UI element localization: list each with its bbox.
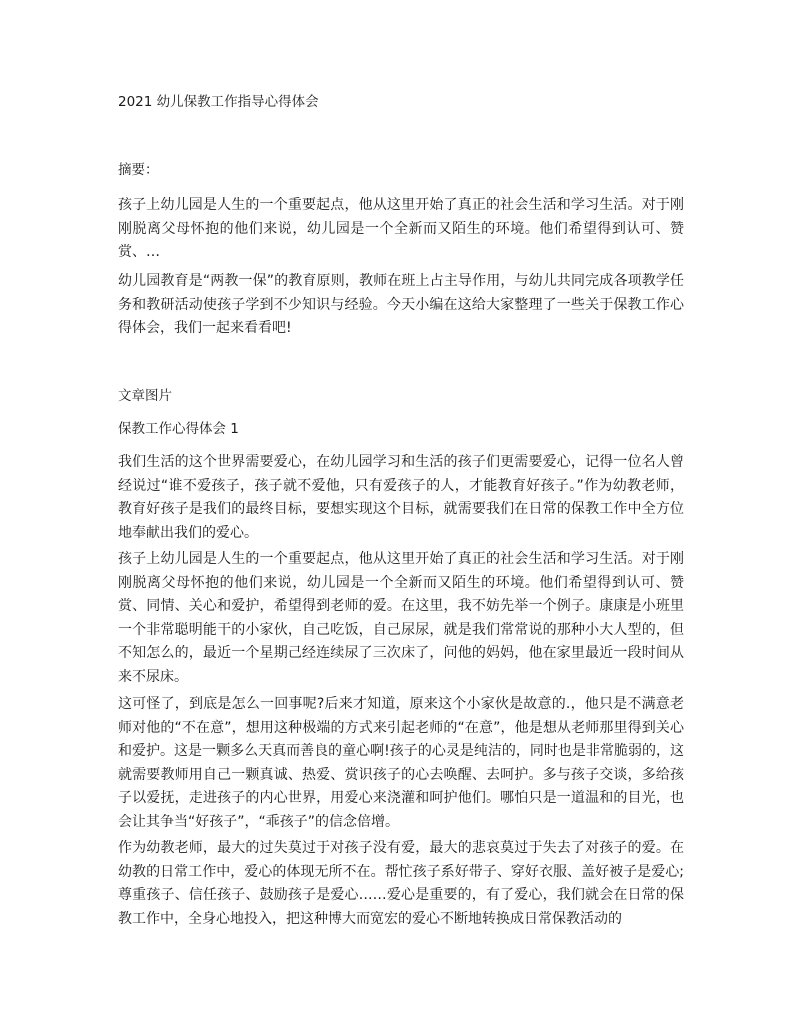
- abstract-paragraph-1: 孩子上幼儿园是人生的一个重要起点，他从这里开始了真正的社会生活和学习生活。对于刚刚脱离父母怀抱的他们来说，幼儿园是一个全新而又陌生的环境。他们希望得到认可、赞赏、…: [118, 197, 684, 260]
- body-paragraph-4: 作为幼教老师，最大的过失莫过于对孩子没有爱，最大的悲哀莫过于失去了对孩子的爱。在幼教的日常工作中，爱心的体现无所不在。帮忙孩子系好带子、穿好衣服、盖好被子是爱心;尊重孩子、信任孩子、鼓励孩子是爱心……爱心是重要的，有了爱心，我们就会在日常的保教工作中，全身心地投入，把这种博大而宽宏的爱心不断地转换成日常保教活动的: [118, 840, 684, 927]
- body-paragraph-2: 孩子上幼儿园是人生的一个重要起点，他从这里开始了真正的社会生活和学习生活。对于刚刚脱离父母怀抱的他们来说，幼儿园是一个全新而又陌生的环境。他们希望得到认可、赞赏、同情、关心和爱护，希望得到老师的爱。在这里，我不妨先举一个例子。康康是小班里一个非常聪明能干的小家伙，自己吃饭，自己尿尿，就是我们常常说的那种小大人型的，但不知怎么的，最近一个星期己经连续尿了三次床了，问他的妈妈，他在家里最近一段时间从来不尿床。: [118, 551, 684, 685]
- section-label: 文章图片: [118, 388, 172, 404]
- document-title: 2021 幼儿保教工作指导心得体会: [118, 94, 319, 110]
- subsection-title: 保教工作心得体会 1: [118, 421, 239, 437]
- abstract-paragraph-2: 幼儿园教育是“两教一保”的教育原则，教师在班上占主导作用，与幼儿共同完成各项教学任务和教研活动使孩子学到不少知识与经验。今天小编在这给大家整理了一些关于保教工作心得体会，我们一起来看看吧!: [118, 273, 684, 336]
- abstract-label: 摘要：: [118, 162, 159, 178]
- body-paragraph-1: 我们生活的这个世界需要爱心，在幼儿园学习和生活的孩子们更需要爱心，记得一位名人曾经说过“谁不爱孩子，孩子就不爱他，只有爱孩子的人，才能教育好孩子。”作为幼教老师，教育好孩子是我们的最终目标，要想实现这个目标，就需要我们在日常的保教工作中全方位地奉献出我们的爱心。: [118, 454, 684, 541]
- body-paragraph-3: 这可怪了，到底是怎么一回事呢?后来才知道，原来这个小家伙是故意的.，他只是不满意老师对他的“不在意”，想用这种极端的方式来引起老师的“在意”，他是想从老师那里得到关心和爱护。这是一颗多么天真而善良的童心啊!孩子的心灵是纯洁的，同时也是非常脆弱的，这就需要教师用自己一颗真诚、热爱、赏识孩子的心去唤醒、去呵护。多与孩子交谈，多给孩子以爱抚，走进孩子的内心世界，用爱心来浇灌和呵护他们。哪怕只是一道温和的目光，也会让其争当“好孩子”，“乖孩子”的信念倍增。: [118, 696, 684, 830]
